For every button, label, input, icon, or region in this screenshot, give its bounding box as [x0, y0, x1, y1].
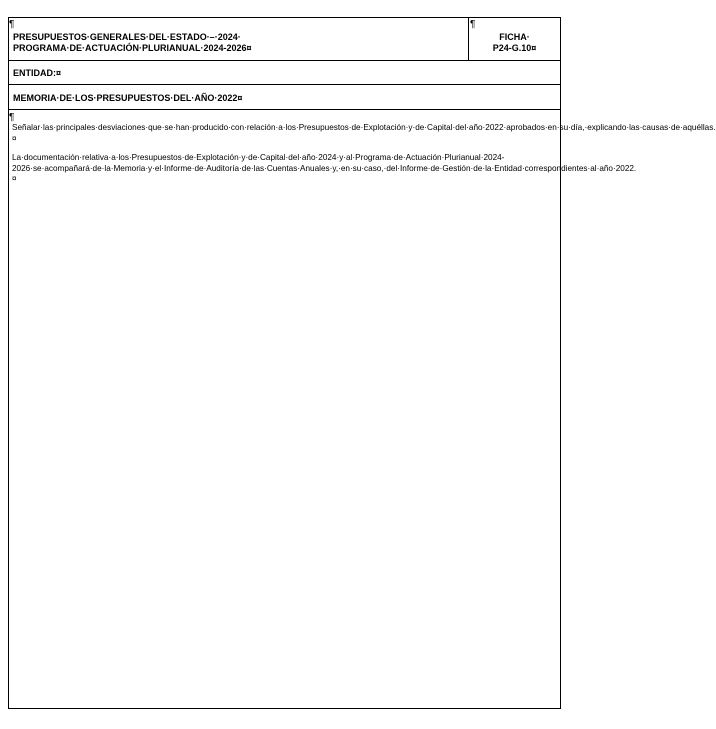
form-title-line1: PRESUPUESTOS·GENERALES·DEL·ESTADO·–·2024·	[13, 32, 241, 42]
documentation-paragraph: La·documentación·relativa·a·los·Presupuestos·de·Explotación·y·de·Capital·del·año·2024·y·al·Programa·de·Actuación·Plurianual·2024-2026·se·acompañará·de·la·Memoria·y·el·Informe·de·Auditoría·de·las·Cuentas·Anuales·y,·en·su·caso,·del·Informe·de·Gestión·de·la·Entidad·correspondientes·al·año·2022.¤	[12, 153, 637, 183]
ficha-code	[469, 32, 560, 54]
form-header	[9, 18, 560, 61]
form-title	[13, 32, 252, 54]
form-title-line2: PROGRAMA·DE·ACTUACIÓN·PLURIANUAL·2024-2026¤	[13, 43, 252, 53]
header-title-cell	[9, 18, 469, 60]
pilcrow-mark: ¶	[470, 19, 476, 30]
ficha-label: FICHA·	[499, 32, 530, 42]
instructions-paragraph: Señalar·las·principales·desviaciones·que·se·han·producido·con·relación·a·los·Presupuestos·de·Explotación·y·de·Capital·del·año·2022·aprobados·en·su·día,·explicando·las·causas·de·aquéllas.¤	[12, 123, 716, 143]
memoria-label: MEMORIA·DE·LOS·PRESUPUESTOS·DEL·AÑO·2022¤	[13, 93, 243, 103]
entidad-label: ENTIDAD:¤	[13, 68, 62, 78]
memoria-row	[9, 85, 560, 110]
ficha-cell	[469, 18, 560, 60]
form-body[interactable]	[9, 110, 716, 708]
pilcrow-mark: ¶	[9, 112, 15, 123]
ficha-number: P24-G.10¤	[492, 43, 537, 53]
entidad-row	[9, 61, 560, 85]
budget-form	[8, 17, 716, 709]
pilcrow-mark: ¶	[9, 19, 15, 30]
